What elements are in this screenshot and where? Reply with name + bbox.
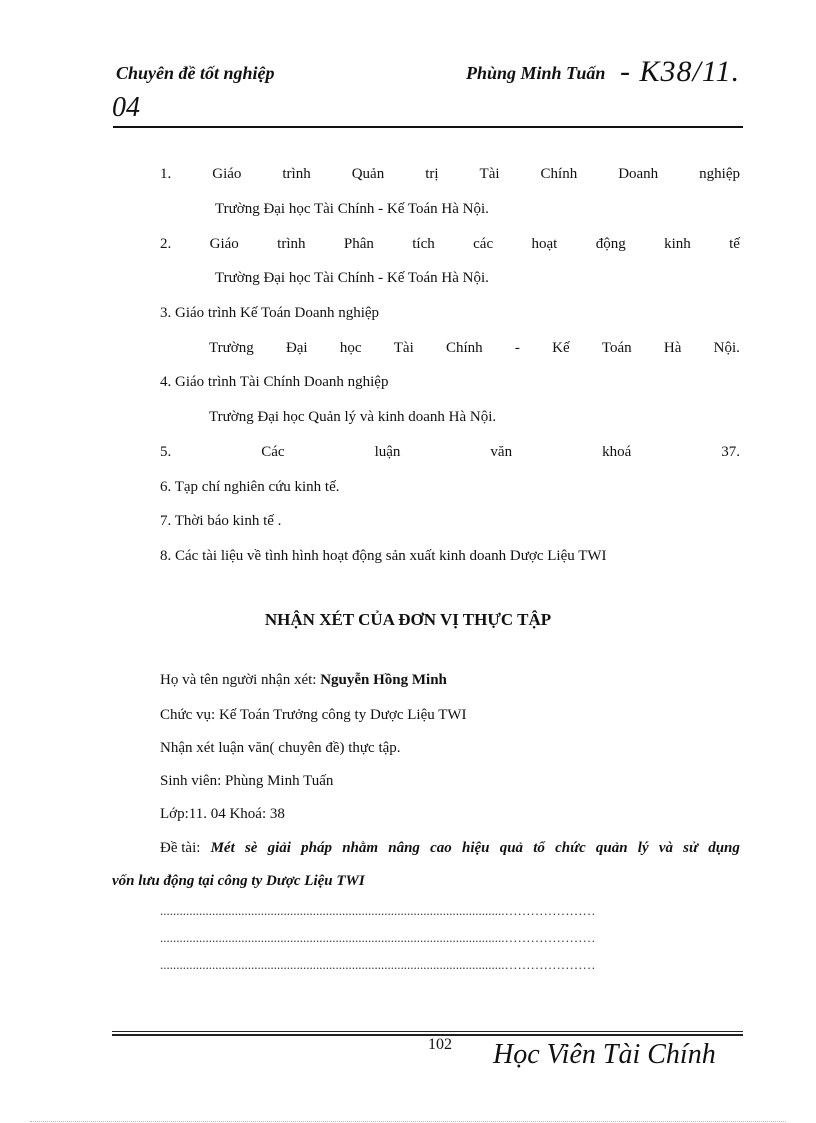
ref-word: 2. xyxy=(160,236,172,252)
reference-2 xyxy=(160,234,740,254)
header-author: Phùng Minh Tuấn xyxy=(466,63,606,83)
ref-word: Trường xyxy=(209,340,254,356)
reference-8: 8. Các tài liệu về tình hình hoạt động sản xuất kinh doanh Dược Liệu TWI xyxy=(160,548,607,564)
ref-word: hoạt xyxy=(531,236,558,252)
header-document-type: Chuyên đề tốt nghiệp xyxy=(116,63,275,83)
reference-4-publisher: Trường Đại học Quản lý và kinh doanh Hà Nội. xyxy=(209,409,497,425)
footer-institution: Học Viên Tài Chính xyxy=(493,1039,716,1070)
page-number: 102 xyxy=(428,1036,452,1053)
topic-line-2: vốn lưu động tại công ty Dược Liệu TWI xyxy=(112,873,365,889)
topic-word: hiệu xyxy=(461,840,490,856)
header-class-code-continued: 04 xyxy=(112,92,140,123)
ref-word: 1. xyxy=(160,166,172,182)
topic-word: nhằm xyxy=(342,840,379,856)
page-bottom-border xyxy=(30,1121,786,1122)
student-line: Sinh viên: Phùng Minh Tuấn xyxy=(160,773,334,789)
ref-word: Tài xyxy=(393,340,414,356)
ref-word: kinh xyxy=(664,236,691,252)
ref-word: Tài xyxy=(479,166,500,182)
topic-word: cao xyxy=(430,840,452,856)
ref-word: tích xyxy=(412,236,435,252)
ref-word: Chính xyxy=(445,340,483,356)
ref-word: nghiệp xyxy=(699,166,740,182)
ref-word: động xyxy=(595,236,626,252)
header-divider xyxy=(113,126,743,128)
topic-word: tổ xyxy=(533,840,545,856)
topic-word: giải xyxy=(267,840,291,856)
ref-word: Quản xyxy=(351,166,385,182)
topic-word: pháp xyxy=(301,840,333,856)
topic-line xyxy=(160,838,740,858)
reference-5 xyxy=(160,442,740,462)
reference-3: 3. Giáo trình Kế Toán Doanh nghiệp xyxy=(160,305,380,321)
evaluation-title: NHẬN XÉT CỦA ĐƠN VỊ THỰC TẬP xyxy=(264,610,552,629)
ref-word: Nội. xyxy=(713,340,740,356)
topic-word: lý xyxy=(637,840,649,856)
ref-word: Giáo xyxy=(212,166,242,182)
ref-word: 37. xyxy=(721,444,740,460)
ref-word: Toán xyxy=(601,340,632,356)
topic-word: nâng xyxy=(388,840,420,856)
reference-4: 4. Giáo trình Tài Chính Doanh nghiệp xyxy=(160,374,389,390)
ref-word: khoá xyxy=(602,444,632,460)
reference-1 xyxy=(160,164,740,184)
reference-1-publisher: Trường Đại học Tài Chính - Kế Toán Hà Nội. xyxy=(215,201,489,217)
ref-word: Doanh xyxy=(618,166,659,182)
topic-label: Đề tài: xyxy=(160,840,201,856)
ref-word: Giáo xyxy=(209,236,239,252)
dotted-line: ..........................................................................................................………………… xyxy=(160,957,596,972)
topic-word: dụng xyxy=(708,840,740,856)
ref-word: học xyxy=(339,340,362,356)
header-class-code: - K38/11. xyxy=(620,55,741,88)
ref-word: trình xyxy=(282,166,311,182)
ref-word: tế xyxy=(729,236,740,252)
dotted-line: ..........................................................................................................………………… xyxy=(160,903,596,918)
comment-line: Nhận xét luận văn( chuyên đề) thực tập. xyxy=(160,740,401,756)
reviewer-label: Họ và tên người nhận xét: xyxy=(160,672,321,688)
reviewer-line xyxy=(160,670,447,690)
ref-word: trị xyxy=(425,166,439,182)
topic-word: sử xyxy=(683,840,698,856)
topic-word: sè xyxy=(244,840,258,856)
reference-3-publisher xyxy=(209,338,740,358)
ref-word: trình xyxy=(277,236,306,252)
ref-word: Chính xyxy=(540,166,578,182)
topic-word: quản xyxy=(595,840,628,856)
topic-word: quả xyxy=(499,840,524,856)
ref-word: văn xyxy=(490,444,513,460)
topic-word: và xyxy=(658,840,673,856)
reference-2-publisher: Trường Đại học Tài Chính - Kế Toán Hà Nội. xyxy=(215,270,489,286)
reviewer-name: Nguyễn Hồng Minh xyxy=(320,672,447,688)
class-line: Lớp:11. 04 Khoá: 38 xyxy=(160,806,285,822)
reference-6: 6. Tạp chí nghiên cứu kinh tế. xyxy=(160,479,340,495)
reference-7: 7. Thời báo kinh tế . xyxy=(160,513,282,529)
ref-word: Đại xyxy=(285,340,308,356)
position-line: Chức vụ: Kế Toán Trưởng công ty Dược Liệu TWI xyxy=(160,707,467,723)
ref-word: 5. xyxy=(160,444,172,460)
ref-word: Các xyxy=(261,444,285,460)
footer-divider-thin xyxy=(112,1031,743,1032)
ref-word: Kế xyxy=(552,340,570,356)
ref-word: - xyxy=(514,340,520,356)
topic-word: Mét xyxy=(210,840,235,856)
ref-word: luận xyxy=(374,444,401,460)
dotted-line: ..........................................................................................................………………… xyxy=(160,930,596,945)
ref-word: các xyxy=(473,236,494,252)
ref-word: Phân xyxy=(343,236,374,252)
ref-word: Hà xyxy=(663,340,682,356)
topic-word: chức xyxy=(555,840,586,856)
